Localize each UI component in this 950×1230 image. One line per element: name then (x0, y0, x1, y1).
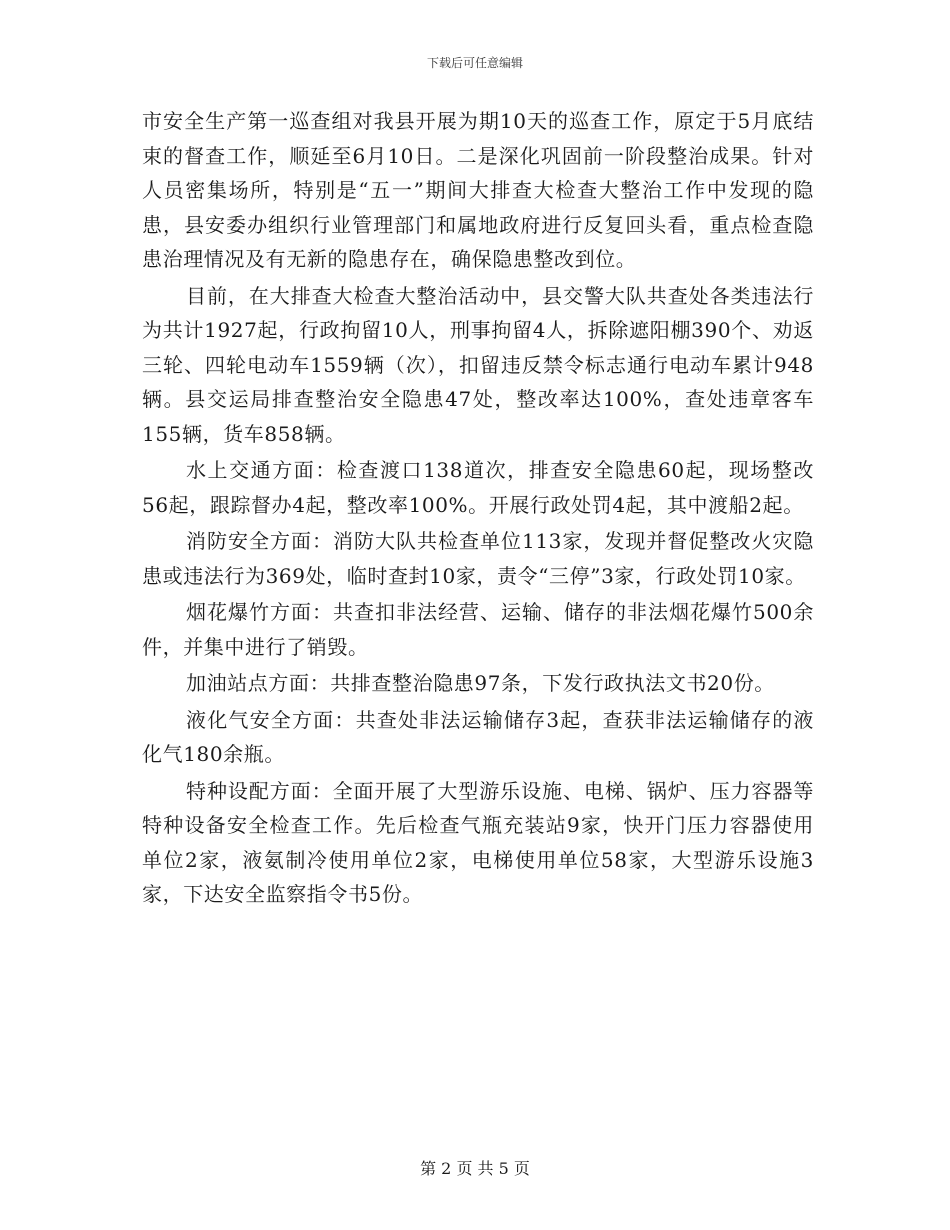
document-body (142, 104, 814, 914)
page-header: 下载后可任意编辑 (426, 56, 523, 70)
paragraph-fireworks: 烟花爆竹方面：共查扣非法经营、运输、储存的非法烟花爆竹500余件，并集中进行了销毁。 (142, 600, 814, 659)
paragraph-special-equipment: 特种设配方面：全面开展了大型游乐设施、电梯、锅炉、压力容器等特种设备安全检查工作。先后检查气瓶充装站9家，快开门压力容器使用单位2家，液氨制冷使用单位2家，电梯使用单位58家，大型游乐设施3家，下达安全监察指令书5份。 (142, 778, 814, 906)
paragraph-lpg-safety: 液化气安全方面：共查处非法运输储存3起，查获非法运输储存的液化气180余瓶。 (142, 707, 814, 766)
paragraph-gas-stations: 加油站点方面：共排查整治隐患97条，下发行政执法文书20份。 (186, 671, 775, 695)
paragraph-traffic-summary: 目前，在大排查大检查大整治活动中，县交警大队共查处各类违法行为共计1927起，行政拘留10人，刑事拘留4人，拆除遮阳棚390个、劝返三轮、四轮电动车1559辆（次），扣留违反禁令标志通行电动车累计948辆。县交运局排查整治安全隐患47处，整改率达100%，查处违章客车155辆，货车858辆。 (142, 283, 814, 446)
paragraph-fire-safety: 消防安全方面：消防大队共检查单位113家，发现并督促整改火灾隐患或违法行为369处，临时查封10家，责令“三停”3家，行政处罚10家。 (142, 529, 814, 588)
page-number: 第 2 页 共 5 页 (420, 1159, 530, 1178)
paragraph-continuation: 市安全生产第一巡查组对我县开展为期10天的巡查工作，原定于5月底结束的督查工作，顺延至6月10日。二是深化巩固前一阶段整治成果。针对人员密集场所，特别是“五一”期间大排查大检查大整治工作中发现的隐患，县安委办组织行业管理部门和属地政府进行反复回头看，重点检查隐患治理情况及有无新的隐患存在，确保隐患整改到位。 (142, 109, 814, 271)
paragraph-water-traffic: 水上交通方面：检查渡口138道次，排查安全隐患60起，现场整改56起，跟踪督办4起，整改率100%。开展行政处罚4起，其中渡船2起。 (142, 458, 814, 517)
